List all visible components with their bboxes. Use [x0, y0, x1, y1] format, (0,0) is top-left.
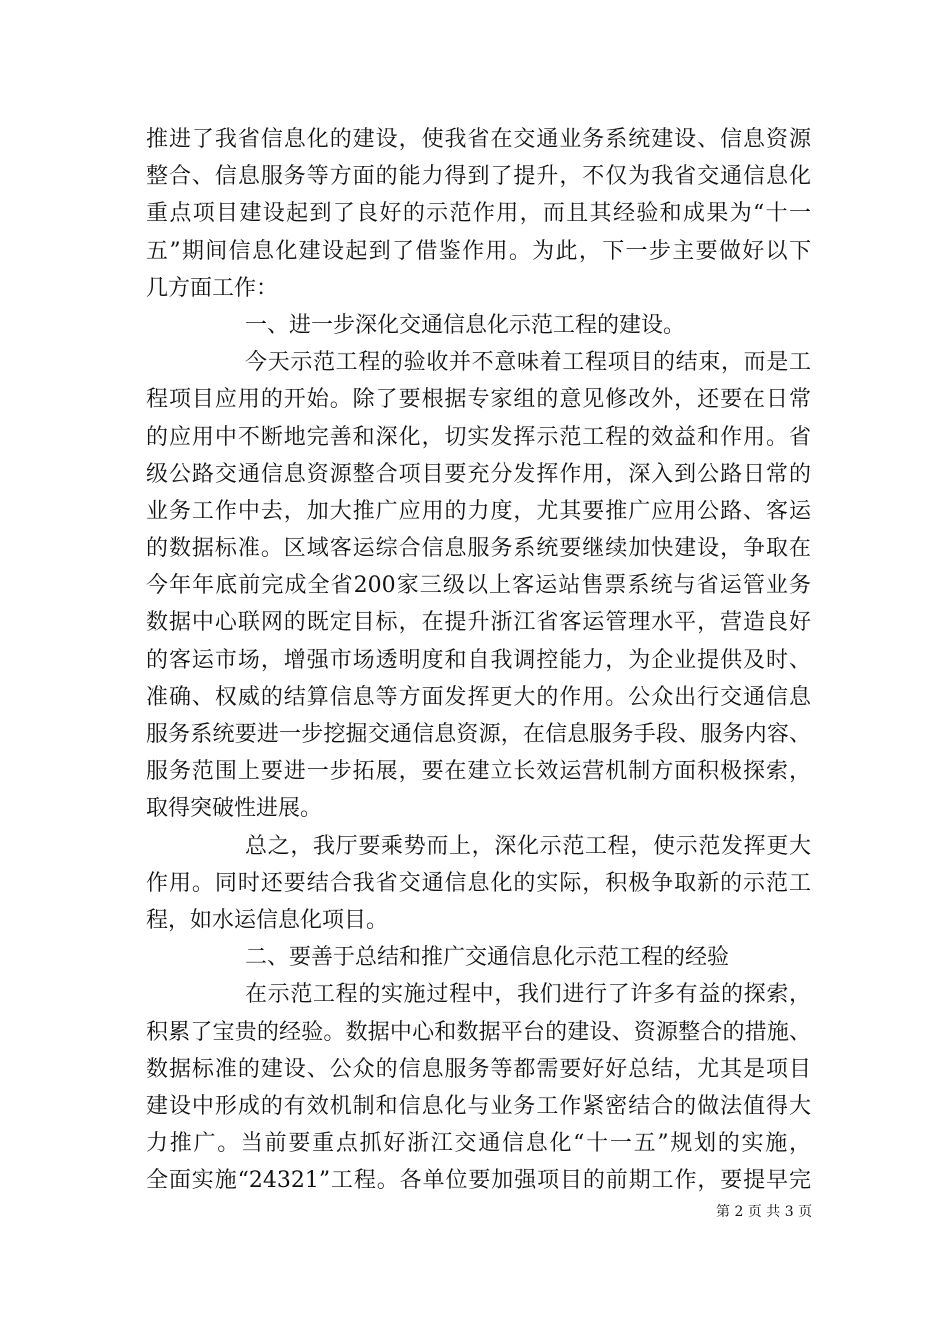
text-line: 建设中形成的有效机制和信息化与业务工作紧密结合的做法值得大	[146, 1093, 811, 1119]
text-line: 在示范工程的实施过程中，我们进行了许多有益的探索，	[245, 982, 811, 1008]
text-line: 今天示范工程的验收并不意味着工程项目的结束，而是工	[245, 350, 811, 376]
text-line: 力推广。当前要重点抓好浙江交通信息化“十一五”规划的实施，	[146, 1131, 811, 1157]
text-line: 今年年底前完成全省200家三级以上客运站售票系统与省运管业务	[146, 573, 811, 599]
text-line: 服务系统要进一步挖掘交通信息资源，在信息服务手段、服务内容、	[146, 722, 811, 747]
text-line: 准确、权威的结算信息等方面发挥更大的作用。公众出行交通信息	[146, 684, 811, 710]
text-line: 积累了宝贵的经验。数据中心和数据平台的建设、资源整合的措施、	[146, 1019, 811, 1045]
text-line: 的应用中不断地完善和深化，切实发挥示范工程的效益和作用。省	[146, 424, 811, 450]
text-line: 服务范围上要进一步拓展，要在建立长效运营机制方面积极探索，	[146, 759, 811, 785]
text-line: 总之，我厅要乘势而上，深化示范工程，使示范发挥更大	[245, 833, 811, 859]
document-body	[146, 121, 811, 1199]
text-line: 几方面工作：	[146, 275, 279, 301]
text-line: 全面实施“24321”工程。各单位要加强项目的前期工作，要提早完	[146, 1168, 811, 1194]
text-line: 程项目应用的开始。除了要根据专家组的意见修改外，还要在日常	[146, 387, 811, 413]
text-line: 数据标准的建设、公众的信息服务等都需要好好总结，尤其是项目	[146, 1056, 811, 1082]
section-heading-1: 一、进一步深化交通信息化示范工程的建设。	[245, 312, 686, 338]
text-line: 数据中心联网的既定目标，在提升浙江省客运管理水平，营造良好	[146, 610, 811, 636]
text-line: 级公路交通信息资源整合项目要充分发挥作用，深入到公路日常的	[146, 461, 811, 487]
text-line: 取得突破性进展。	[146, 796, 323, 822]
text-line: 五”期间信息化建设起到了借鉴作用。为此，下一步主要做好以下	[146, 238, 811, 264]
section-heading-2: 二、要善于总结和推广交通信息化示范工程的经验	[245, 945, 730, 971]
page-number: 第 2 页 共 3 页	[716, 1204, 813, 1220]
text-line: 作用。同时还要结合我省交通信息化的实际，积极争取新的示范工	[146, 870, 811, 896]
text-line: 的数据标准。区域客运综合信息服务系统要继续加快建设，争取在	[146, 536, 811, 562]
text-line: 程，如水运信息化项目。	[146, 907, 389, 933]
text-line: 整合、信息服务等方面的能力得到了提升，不仅为我省交通信息化	[146, 164, 811, 190]
text-line: 业务工作中去，加大推广应用的力度，尤其要推广应用公路、客运	[146, 498, 811, 524]
text-line: 重点项目建设起到了良好的示范作用，而且其经验和成果为“十一	[146, 201, 811, 227]
text-line: 推进了我省信息化的建设，使我省在交通业务系统建设、信息资源	[146, 127, 811, 152]
text-line: 的客运市场，增强市场透明度和自我调控能力，为企业提供及时、	[146, 647, 811, 673]
